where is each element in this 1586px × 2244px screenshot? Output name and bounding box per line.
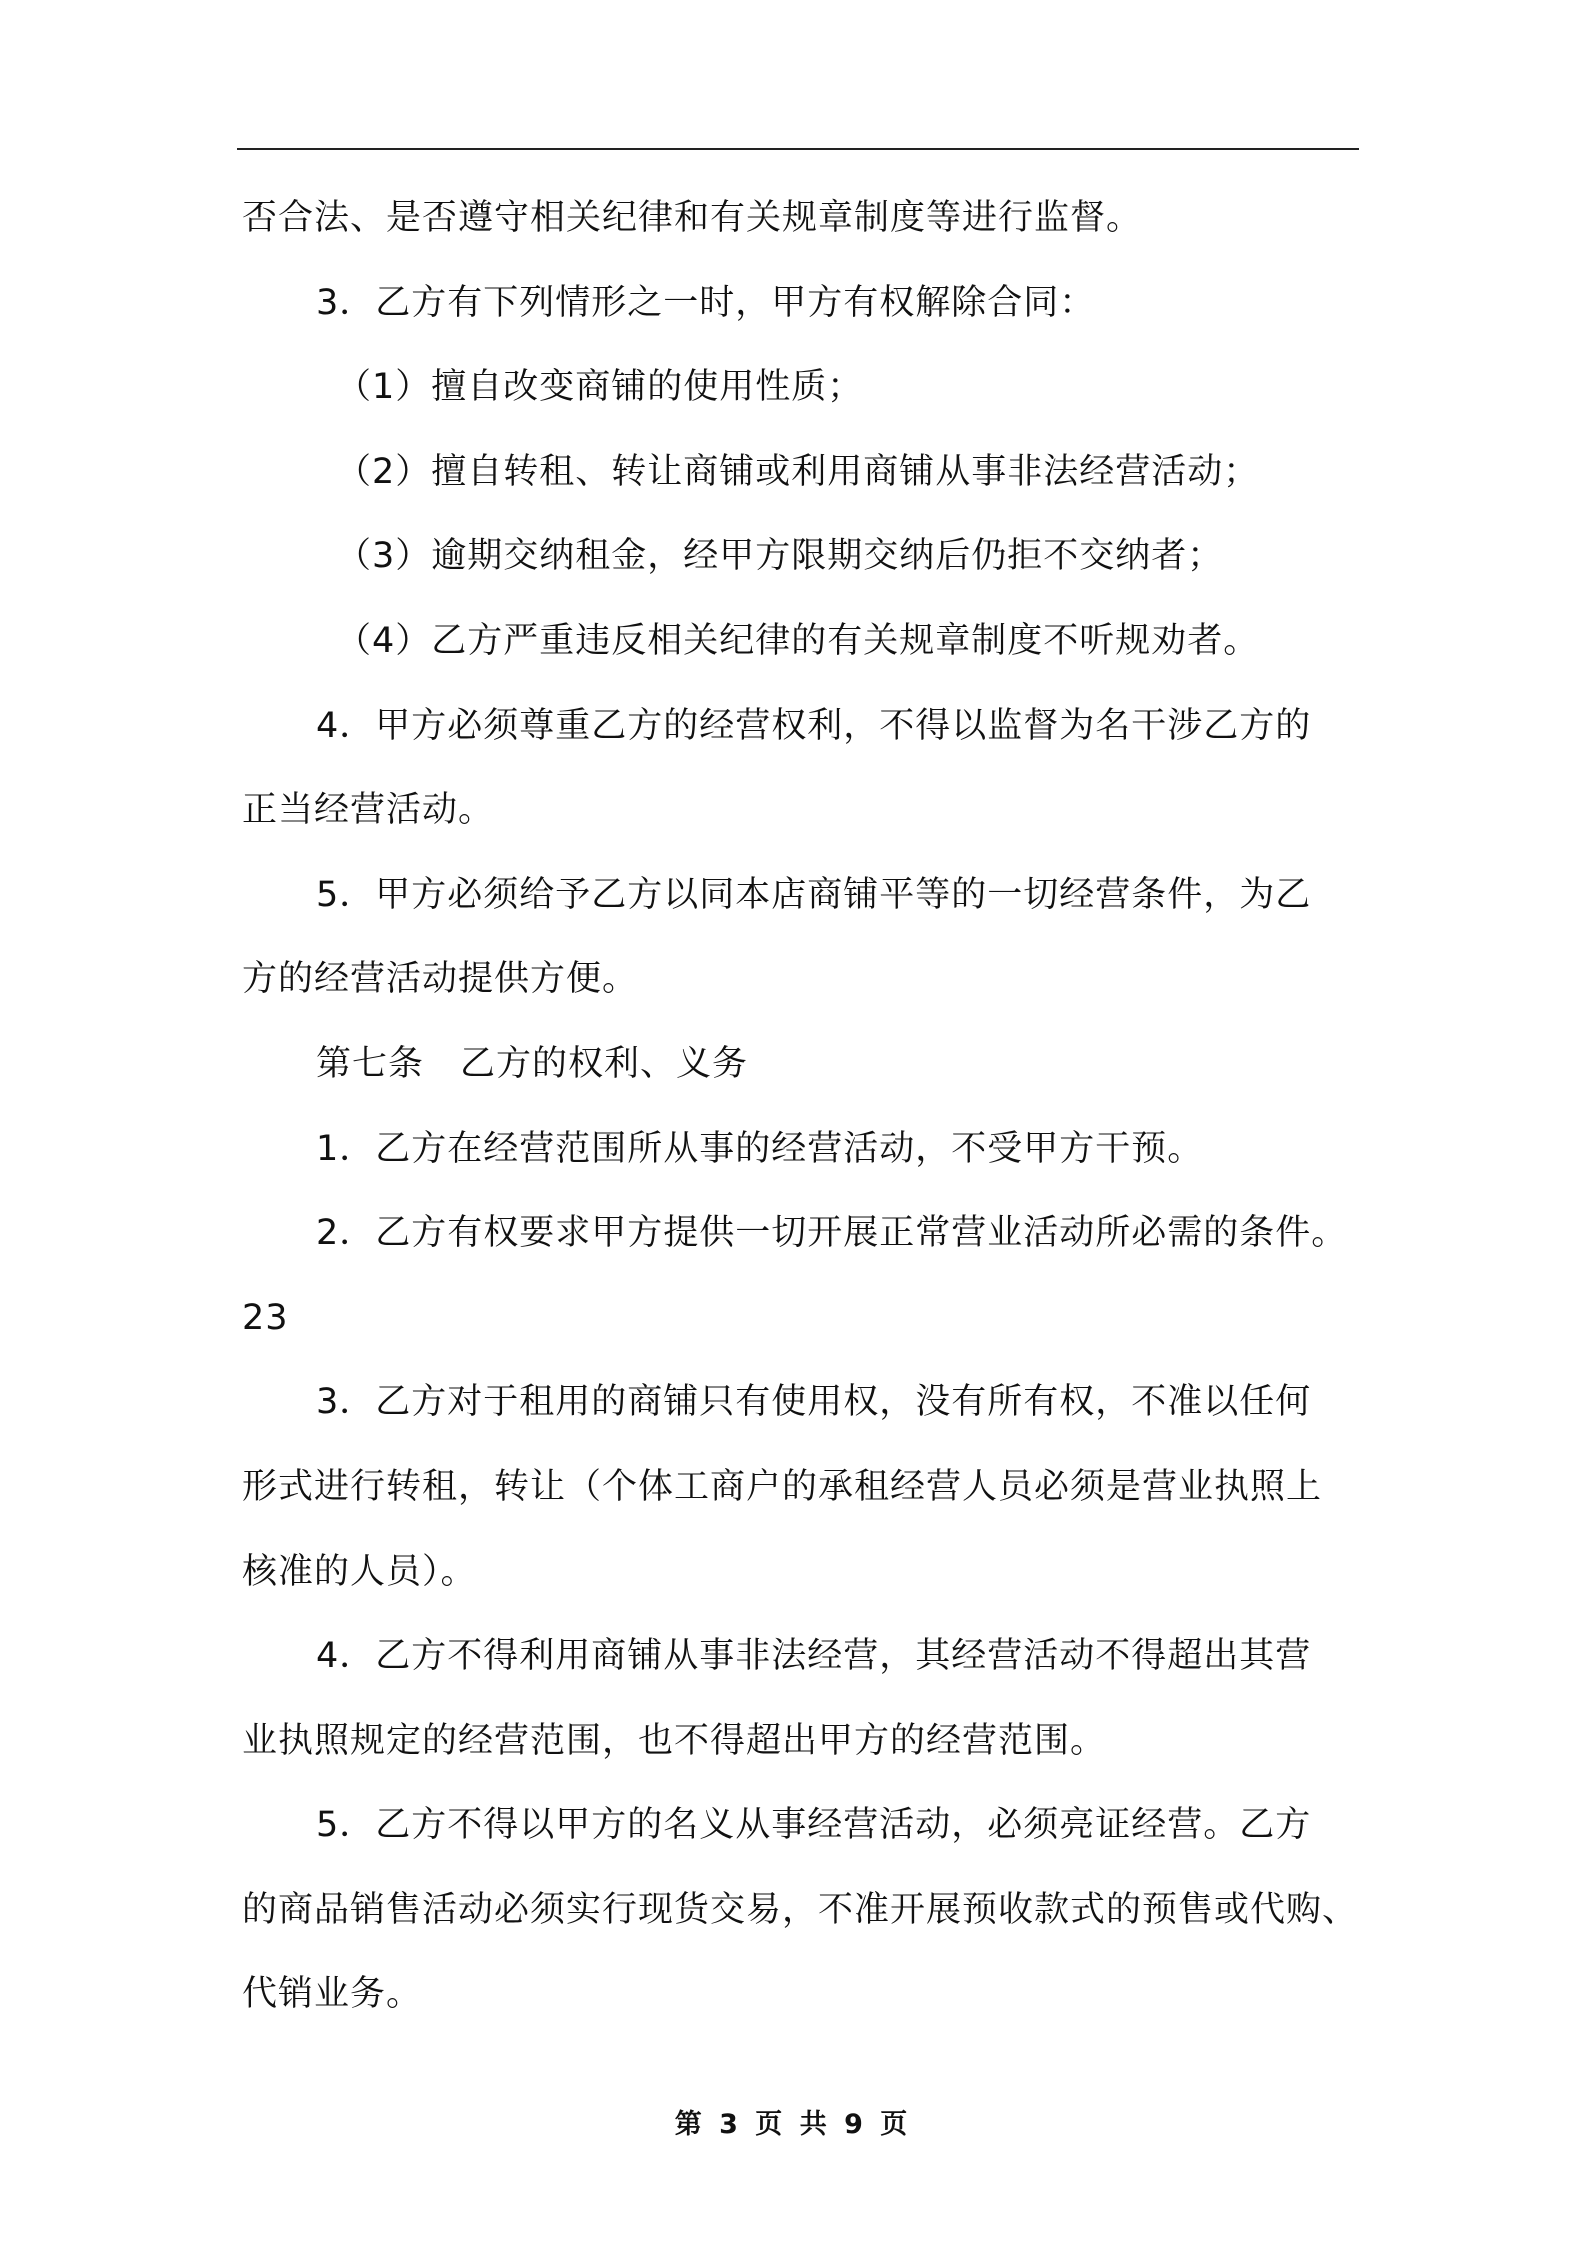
text-line: 核准的人员）。 [242, 1551, 477, 1592]
page-footer: 第 3 页 共 9 页 [674, 2109, 912, 2140]
clause-5-text: 5．甲方必须给予乙方以同本店商铺平等的一切经营条件，为乙 [316, 874, 1312, 915]
text-line: 23 [242, 1297, 289, 1338]
list-item: （1）擅自改变商铺的使用性质； [336, 367, 864, 408]
list-item: （4）乙方严重违反相关纪律的有关规章制度不听规劝者。 [336, 620, 1260, 661]
header-rule [237, 148, 1359, 150]
text-line: 方的经营活动提供方便。 [242, 959, 639, 1000]
clause-3-text: 3．乙方对于租用的商铺只有使用权，没有所有权，不准以任何 [316, 1382, 1312, 1423]
document-body [242, 192, 1382, 2053]
text-line: 否合法、是否遵守相关纪律和有关规章制度等进行监督。 [242, 198, 1143, 238]
clause-5-text: 5．乙方不得以甲方的名义从事经营活动，必须亮证经营。乙方 [316, 1805, 1312, 1846]
clause-4-text: 4．乙方不得利用商铺从事非法经营，其经营活动不得超出其营 [316, 1636, 1312, 1677]
clause-2-text: 2．乙方有权要求甲方提供一切开展正常营业活动所必需的条件。 [316, 1213, 1348, 1254]
clause-4-text: 4．甲方必须尊重乙方的经营权利，不得以监督为名干涉乙方的 [316, 705, 1312, 746]
article-heading: 第七条 乙方的权利、义务 [316, 1043, 749, 1084]
text-line: 正当经营活动。 [242, 790, 495, 831]
list-item: （3）逾期交纳租金，经甲方限期交纳后仍拒不交纳者； [336, 536, 1224, 577]
list-item: （2）擅自转租、转让商铺或利用商铺从事非法经营活动； [336, 451, 1260, 492]
clause-3-heading: 3．乙方有下列情形之一时，甲方有权解除合同： [316, 282, 1096, 323]
text-line: 形式进行转租，转让（个体工商户的承租经营人员必须是营业执照上 [242, 1466, 1323, 1507]
text-line: 的商品销售活动必须实行现货交易，不准开展预收款式的预售或代购、 [242, 1889, 1359, 1930]
clause-1-text: 1．乙方在经营范围所从事的经营活动，不受甲方干预。 [316, 1128, 1204, 1169]
text-line: 代销业务。 [242, 1974, 423, 2015]
text-line: 业执照规定的经营范围，也不得超出甲方的经营范围。 [242, 1720, 1107, 1761]
